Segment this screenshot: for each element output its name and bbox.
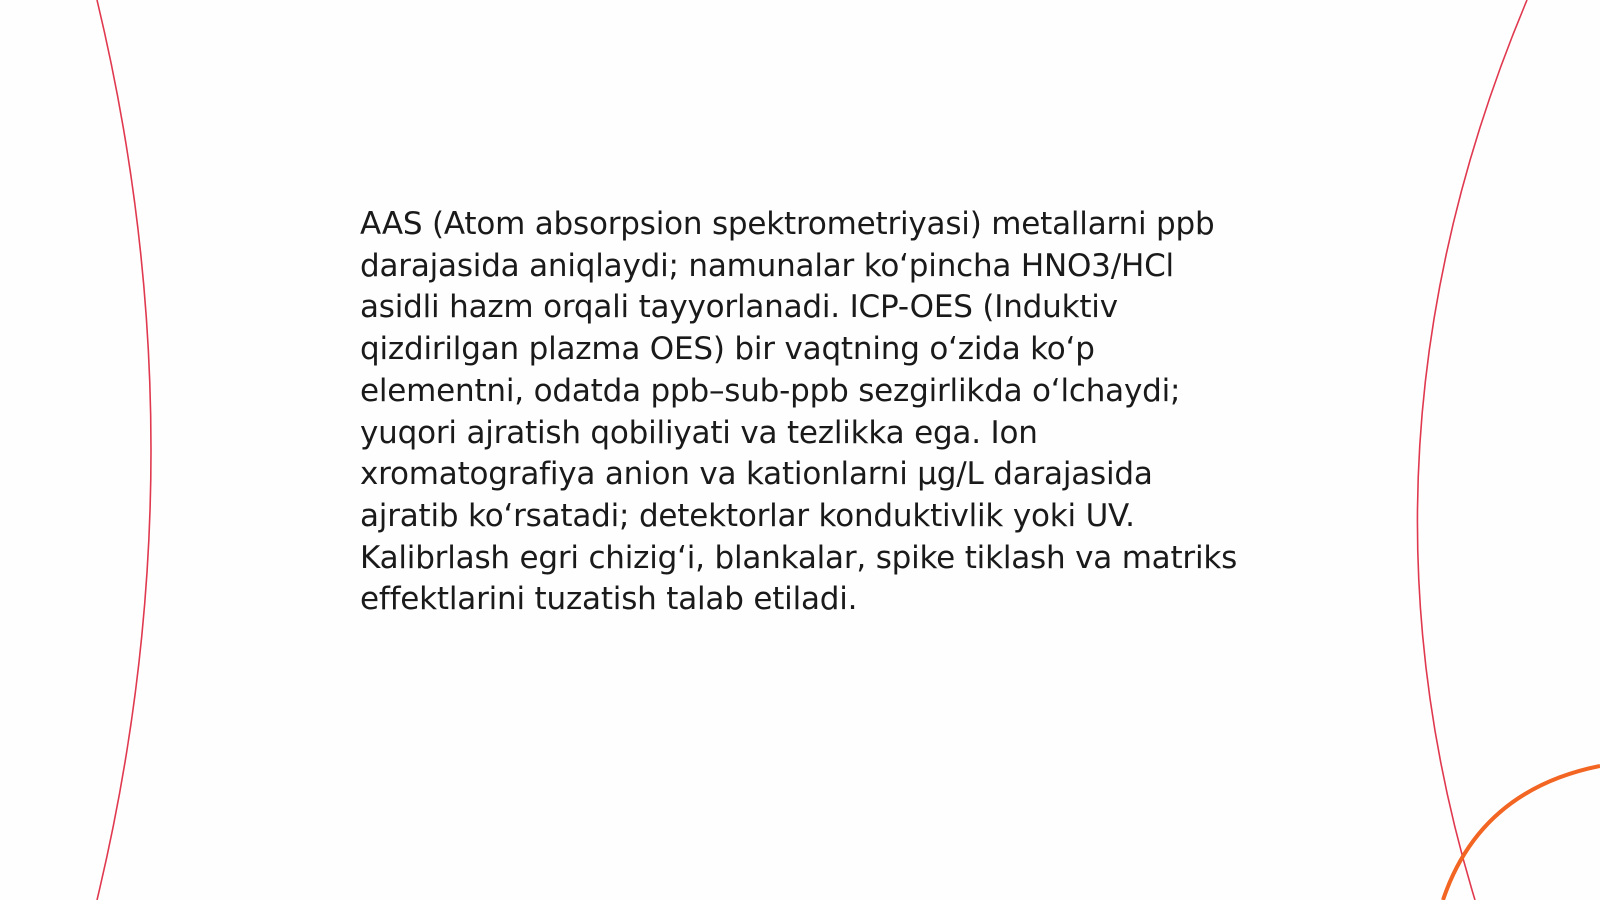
right-curve-line (1417, 0, 1527, 900)
slide-body-text: AAS (Atom absorpsion spektrometriyasi) metallarni ppb darajasida aniqlaydi; namunalar koʻpincha HNO3/HCl asidli hazm orqali tayyorlanadi. ICP-OES (Induktiv qizdirilgan plazma OES) bir vaqtning oʻzida koʻp elementni, odatda ppb–sub-ppb sezgirlikda oʻlchaydi; yuqori ajratish qobiliyati va tezlikka ega. Ion xromatografiya anion va kationlarni µg/L darajasida ajratib koʻrsatadi; detektorlar konduktivlik yoki UV. Kalibrlash egri chizigʻi, blankalar, spike tiklash va matriks effektlarini tuzatish talab etiladi. (360, 206, 1238, 618)
orange-accent-arc (1443, 766, 1600, 900)
left-curve-line (97, 0, 151, 900)
